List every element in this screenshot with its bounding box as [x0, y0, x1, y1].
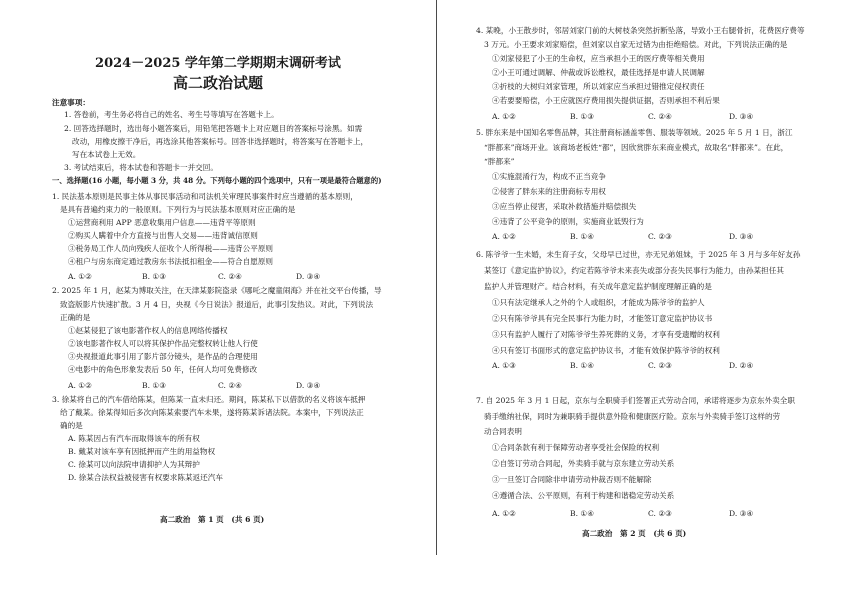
option-c: C. ②③	[648, 361, 672, 370]
option-a: A. ①②	[492, 232, 516, 241]
question-item: ④遵循合法、公平原则，有利于构建和谐稳定劳动关系	[492, 491, 675, 500]
notice-item-2-cont: 改动，用橡皮擦干净后，再选涂其他答案标号。回答非选择题时，将答案写在答题卡上，	[72, 137, 369, 146]
question-item: D. 徐某合法权益被侵害有权要求陈某返还汽车	[68, 473, 223, 482]
question-stem: 某签订《意定监护协议》，约定若陈爷爷未来丧失或部分丧失民事行为能力，由孙某担任其	[484, 266, 784, 275]
question-item: B. 戴某对该车享有因抵押而产生的用益物权	[68, 447, 216, 456]
option-c: C. ②④	[218, 272, 242, 281]
question-item: ①运营商利用 APP 恶意收集用户信息——违背平等原则	[68, 218, 256, 227]
option-b: B. ①③	[142, 381, 167, 390]
question-stem: 动合同表明	[484, 427, 522, 436]
question-stem: 监护人并管理财产。结合材料，有关成年意定监护制度理解正确的是	[484, 282, 712, 291]
question-item: ③只有监护人履行了对陈爷爷生养死葬的义务，才享有受遗赠的权利	[492, 330, 720, 339]
question-item: ④只有签订书面形式的意定监护协议书，才能有效保护陈爷爷的权利	[492, 346, 720, 355]
page-footer: 高二政治 第 1 页 (共 6 页)	[160, 515, 265, 524]
question-item: ②自签订劳动合同起，外卖骑手就与京东建立劳动关系	[492, 459, 675, 468]
option-c: C. ②④	[218, 381, 242, 390]
question-item: ④违背了公平竞争的原则，实施商业诋毁行为	[492, 217, 644, 226]
option-b: B. ①④	[570, 509, 595, 518]
question-stem: 4. 某晚，小王散步时，邻居刘家门前的大树枝条突然折断坠落，导致小王右腿骨折，花费医疗费等	[476, 26, 805, 35]
question-stem: 确的是	[60, 421, 83, 430]
option-a: A. ①②	[492, 112, 516, 121]
question-stem: 骑手缴纳社保，同时为兼职骑手提供意外险和健康医疗险。京东与外卖骑手签订这样的劳	[484, 412, 781, 421]
option-d: D. ③④	[729, 112, 754, 121]
option-b: B. ①④	[570, 361, 595, 370]
question-item: ④电影中的角色形象发表后 50 年，任何人均可免费修改	[68, 365, 258, 374]
page-footer: 高二政治 第 2 页 (共 6 页)	[582, 529, 687, 538]
option-d: D. ③④	[296, 272, 321, 281]
question-item: ②小王可通过调解、仲裁或诉讼维权，最佳选择是申请人民调解	[492, 68, 705, 77]
option-d: D. ③④	[729, 232, 754, 241]
question-stem: 1. 民法基本原则是民事主体从事民事活动和司法机关审理民事案件时应当遵循的基本原则，	[52, 192, 358, 201]
question-item: C. 徐某可以向法院申请抑护人为其辩护	[68, 460, 200, 469]
option-a: A. ①②	[492, 509, 516, 518]
notice-item-2: 2. 回答选择题时，选出每小题答案后，用铅笔把答题卡上对应题目的答案标号涂黑。如需	[64, 124, 363, 133]
question-item: ②该电影著作权人可以将其保护作品完整权转让他人行使	[68, 339, 258, 348]
option-a: A. ①②	[68, 381, 92, 390]
option-b: B. ①④	[570, 232, 595, 241]
notice-heading: 注意事项：	[52, 98, 90, 107]
option-b: B. ①③	[570, 112, 595, 121]
question-stem: 2. 2025 年 1 月，赵某为博取关注，在天津某影院盗录《哪吒之魔童闹海》并在社交平台传播，导	[52, 286, 382, 295]
question-item: ③央视报道此事引用了影片部分镜头，是作品的合理使用	[68, 352, 258, 361]
question-item: ④租户与房东商定通过教房东书法抵扣租金——符合自愿原则	[68, 257, 274, 266]
question-stem: 3. 徐某将自己的汽车借给陈某，但陈某一直未归还。期间，陈某私下以借款的名义将该车抵押	[52, 395, 366, 404]
option-b: B. ①③	[142, 272, 167, 281]
question-stem: 是具有普遍约束力的一般原则。下列行为与民法基本原则对应正确的是	[60, 205, 296, 214]
option-d: D. ②④	[729, 361, 754, 370]
option-a: A. ①②	[68, 272, 92, 281]
question-stem: 3 万元。小王要求刘家赔偿，但刘家以自家无过错为由拒绝赔偿。对此，下列说法正确的是	[484, 40, 788, 49]
exam-page-2	[437, 0, 860, 608]
exam-subtitle: 高二政治试题	[172, 74, 263, 92]
option-d: D. ③④	[296, 381, 321, 390]
option-c: C. ②④	[648, 112, 672, 121]
question-stem: “胖都来”	[484, 157, 515, 166]
notice-item-2-cont: 写在本试卷上无效。	[72, 150, 141, 159]
option-c: C. ②③	[648, 509, 672, 518]
question-stem: 正确的是	[60, 313, 91, 322]
question-item: ③折枝的大树归刘家管理，所以刘家应当承担过错推定侵权责任	[492, 82, 705, 91]
question-stem: 给了戴某。徐某得知后多次向陈某索要汽车未果，遂将陈某诉诸法院。本案中，下列说法正	[60, 408, 364, 417]
notice-item-1: 1. 答卷前，考生务必将自己的姓名、考生号等填写在答题卡上。	[64, 110, 279, 119]
question-item: ①赵某侵犯了该电影著作权人的信息网络传播权	[68, 326, 228, 335]
question-item: ②购买人瞒着中介方直接与出售人交易——违背诚信原则	[68, 231, 258, 240]
question-stem: “胖都来”商场开业。该商场老板姓“都”，因欣赏胖东来商业模式，故取名“胖都来”。在此，	[484, 143, 789, 152]
option-d: D. ③④	[729, 509, 754, 518]
question-item: ①合同条款有利于保障劳动者享受社会保险的权利	[492, 443, 660, 452]
question-item: ①实施混淆行为，构成不正当竞争	[492, 172, 606, 181]
question-stem: 7. 自 2025 年 3 月 1 日起，京东与全职骑手们签署正式劳动合同，承诺将逐步为京东外卖全职	[476, 396, 795, 405]
question-item: ③税务局工作人员向残疾人征收个人所得税——违背公平原则	[68, 244, 274, 253]
question-item: ②只有陈爷爷具有完全民事行为能力时，才能签订意定监护协议书	[492, 314, 713, 323]
question-stem: 5. 胖东来是中国知名零售品牌，其注册商标涵盖零售、服装等领域。2025 年 5 月 1 日，浙江	[476, 128, 793, 137]
question-item: ③一旦签订合同除非申请劳动仲裁否则不能解除	[492, 475, 652, 484]
option-c: C. ②③	[648, 232, 672, 241]
section-heading: 一、选择题(16 小题，每小题 3 分，共 48 分。下列每小题的四个选项中，只有一项是最符合题意的)	[52, 176, 382, 185]
question-item: ①只有法定继承人之外的个人或组织，才能成为陈爷爷的监护人	[492, 298, 705, 307]
question-stem: 6. 陈爷爷一生未婚，未生育子女，父母早已过世，亦无兄弟姐妹，于 2025 年 3 月与多年好友孙	[476, 250, 801, 259]
question-stem: 致盗版影片快速扩散。3 月 4 日，央视《今日说法》报道后，此事引发热议。对此，下列说法	[60, 300, 374, 309]
exam-title: 2024－2025 学年第二学期期末调研考试	[95, 56, 341, 71]
question-item: ③应当停止侵害，采取补救措施并赔偿损失	[492, 202, 637, 211]
option-a: A. ①③	[492, 361, 516, 370]
notice-item-3: 3. 考试结束后，将本试卷和答题卡一并交回。	[64, 163, 218, 172]
question-item: A. 陈某因占有汽车而取得该车的所有权	[68, 434, 200, 443]
question-item: ①刘家侵犯了小王的生命权，应当承担小王的医疗费等相关费用	[492, 54, 705, 63]
question-item: ②侵害了胖东来的注册商标专用权	[492, 187, 606, 196]
question-item: ④若要要赔偿，小王应就医疗费用损失提供证据，否则承担不利后果	[492, 96, 720, 105]
